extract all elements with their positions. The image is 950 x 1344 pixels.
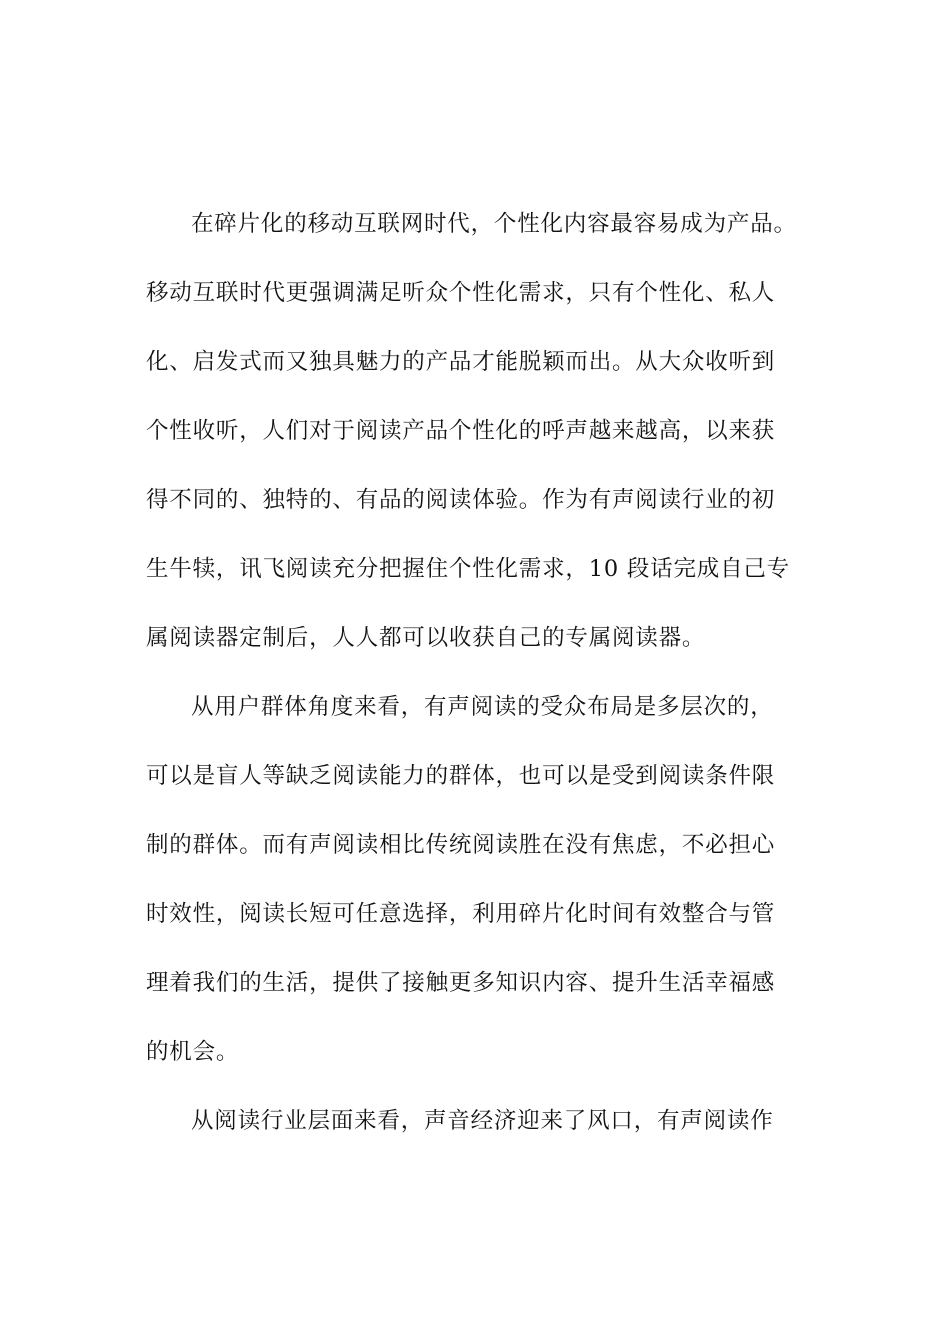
paragraph-1 [146,201,806,684]
text-line: 化、启发式而又独具魅力的产品才能脱颖而出。从大众收听到 [146,349,776,375]
text-line: 制的群体。而有声阅读相比传统阅读胜在没有焦虑，不必担心 [146,832,776,858]
body-text [146,201,806,1167]
text-line: 移动互联时代更强调满足听众个性化需求，只有个性化、私人 [146,280,776,306]
text-line: 理着我们的生活，提供了接触更多知识内容、提升生活幸福感 [146,970,776,996]
paragraph-2 [146,684,806,1098]
text-line: 个性收听，人们对于阅读产品个性化的呼声越来越高，以来获 [146,418,776,444]
text-line: 在碎片化的移动互联网时代，个性化内容最容易成为产品。 [191,211,797,237]
text-line: 属阅读器定制后，人人都可以收获自己的专属阅读器。 [146,625,706,651]
text-line: 的机会。 [146,1039,240,1065]
text-line: 时效性，阅读长短可任意选择，利用碎片化时间有效整合与管 [146,901,776,927]
text-line: 可以是盲人等缺乏阅读能力的群体，也可以是受到阅读条件限 [146,763,776,789]
paragraph-3 [146,1098,806,1167]
text-line: 生牛犊，讯飞阅读充分把握住个性化需求，10 段话完成自己专 [146,556,790,582]
text-line: 从阅读行业层面来看，声音经济迎来了风口，有声阅读作 [191,1108,774,1134]
text-line: 从用户群体角度来看，有声阅读的受众布局是多层次的， [191,694,774,720]
text-line: 得不同的、独特的、有品的阅读体验。作为有声阅读行业的初 [146,487,776,513]
